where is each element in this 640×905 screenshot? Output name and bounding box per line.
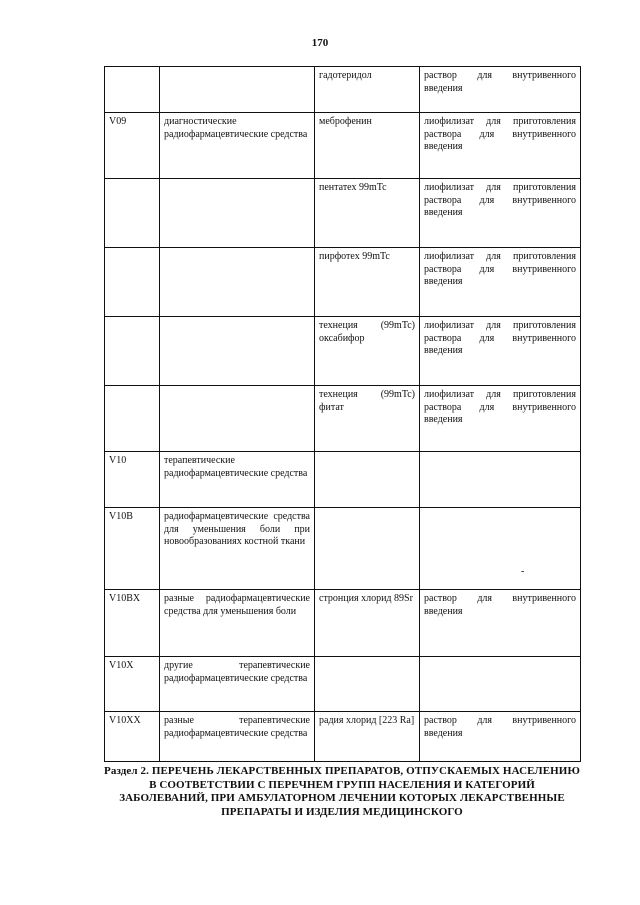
table-row bbox=[105, 67, 581, 113]
drug-name-cell bbox=[315, 657, 420, 712]
atc-code-cell bbox=[105, 386, 160, 452]
atc-code-cell: V10BX bbox=[105, 590, 160, 657]
anatomical-group-cell: разные радиофармацевтические средства для уменьшения боли bbox=[160, 590, 315, 657]
table-row bbox=[105, 508, 581, 590]
drug-name-cell: меброфенин bbox=[315, 113, 420, 179]
anatomical-group-cell: радиофармацевтические средства для уменьшения боли при новообразованиях костной ткани bbox=[160, 508, 315, 590]
atc-code-cell bbox=[105, 179, 160, 248]
dosage-form-cell: лиофилизат для приготовления раствора для внутривенного введения bbox=[420, 386, 581, 452]
atc-code-cell bbox=[105, 317, 160, 386]
table-row bbox=[105, 590, 581, 657]
dosage-form-cell: раствор для внутривенного введения bbox=[420, 590, 581, 657]
table-row bbox=[105, 452, 581, 508]
dosage-form-cell bbox=[420, 657, 581, 712]
table-row bbox=[105, 248, 581, 317]
atc-code-cell bbox=[105, 248, 160, 317]
atc-code-cell: V10B bbox=[105, 508, 160, 590]
dosage-form-cell: лиофилизат для приготовления раствора для внутривенного введения bbox=[420, 179, 581, 248]
anatomical-group-cell: другие терапевтические радиофармацевтические средства bbox=[160, 657, 315, 712]
drug-table bbox=[104, 66, 581, 762]
table-row bbox=[105, 113, 581, 179]
drug-name-cell: технеция (99mTc) фитат bbox=[315, 386, 420, 452]
dosage-form-cell: лиофилизат для приготовления раствора для внутривенного введения bbox=[420, 317, 581, 386]
drug-name-cell: технеция (99mTc) оксабифор bbox=[315, 317, 420, 386]
table-row bbox=[105, 657, 581, 712]
atc-code-cell: V10 bbox=[105, 452, 160, 508]
dosage-form-cell: лиофилизат для приготовления раствора для внутривенного введения bbox=[420, 248, 581, 317]
anatomical-group-cell bbox=[160, 386, 315, 452]
anatomical-group-cell bbox=[160, 248, 315, 317]
dosage-form-cell: раствор для внутривенного введения bbox=[420, 712, 581, 762]
anatomical-group-cell: диагностические радиофармацевтические средства bbox=[160, 113, 315, 179]
anatomical-group-cell bbox=[160, 179, 315, 248]
table-row bbox=[105, 386, 581, 452]
atc-code-cell bbox=[105, 67, 160, 113]
section-title: Раздел 2. ПЕРЕЧЕНЬ ЛЕКАРСТВЕННЫХ ПРЕПАРАТОВ, ОТПУСКАЕМЫХ НАСЕЛЕНИЮ В СООТВЕТСТВИИ С ПЕРЕЧНЕМ ГРУПП НАСЕЛЕНИЯ И КАТЕГОРИЙ ЗАБОЛЕВАНИЙ, ПРИ АМБУЛАТОРНОМ ЛЕЧЕНИИ КОТОРЫХ ЛЕКАРСТВЕННЫЕ ПРЕПАРАТЫ И ИЗДЕЛИЯ МЕДИЦИНСКОГО bbox=[104, 765, 580, 818]
drug-name-cell bbox=[315, 508, 420, 590]
drug-name-cell: гадотеридол bbox=[315, 67, 420, 113]
drug-name-cell: пирфотех 99mTc bbox=[315, 248, 420, 317]
table-row bbox=[105, 712, 581, 762]
anatomical-group-cell: терапевтические радиофармацевтические средства bbox=[160, 452, 315, 508]
atc-code-cell: V09 bbox=[105, 113, 160, 179]
drug-name-cell: радия хлорид [223 Ra] bbox=[315, 712, 420, 762]
dosage-form-cell: раствор для внутривенного введения bbox=[420, 67, 581, 113]
atc-code-cell: V10XX bbox=[105, 712, 160, 762]
anatomical-group-cell bbox=[160, 317, 315, 386]
dosage-form-cell bbox=[420, 508, 581, 590]
stray-mark: - bbox=[521, 566, 525, 577]
drug-name-cell: стронция хлорид 89Sr bbox=[315, 590, 420, 657]
anatomical-group-cell: разные терапевтические радиофармацевтические средства bbox=[160, 712, 315, 762]
anatomical-group-cell bbox=[160, 67, 315, 113]
dosage-form-cell: лиофилизат для приготовления раствора для внутривенного введения bbox=[420, 113, 581, 179]
table-row bbox=[105, 317, 581, 386]
dosage-form-cell bbox=[420, 452, 581, 508]
drug-name-cell bbox=[315, 452, 420, 508]
drug-table-body bbox=[105, 67, 581, 762]
atc-code-cell: V10X bbox=[105, 657, 160, 712]
page-number: 170 bbox=[311, 37, 329, 49]
drug-name-cell: пентатех 99mTc bbox=[315, 179, 420, 248]
table-row bbox=[105, 179, 581, 248]
